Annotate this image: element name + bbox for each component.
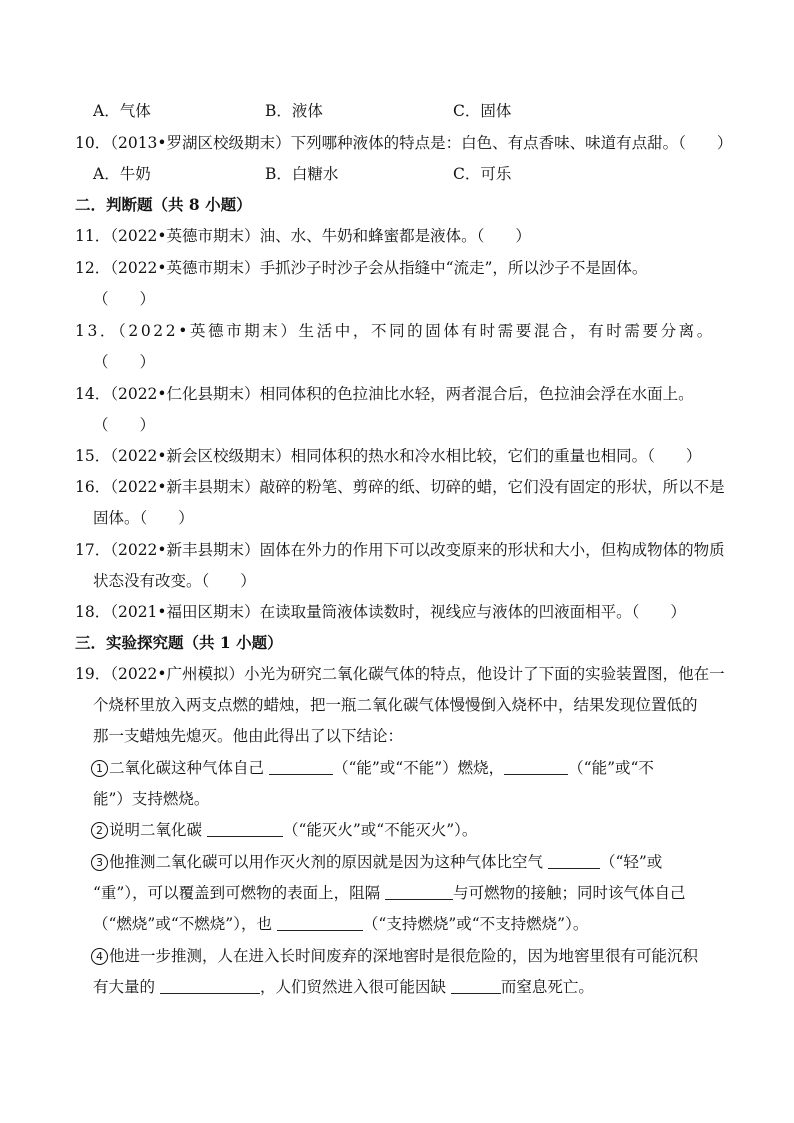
- circled-number-2: 2: [91, 822, 108, 839]
- answer-blank-3[interactable]: [207, 821, 283, 837]
- q19-sub1-line2: 能”）支持燃烧。: [93, 790, 210, 808]
- q9-options: [0, 101, 794, 121]
- q19-sub1-text-a: 二氧化碳这种气体自己: [109, 759, 265, 777]
- q9-option-a: A．气体: [93, 102, 151, 120]
- q10-option-b: B．白糖水: [265, 165, 339, 183]
- circled-number-4: 4: [91, 948, 108, 965]
- circled-number-3: 3: [91, 854, 108, 871]
- q19-sub3-text-b: （“轻”或: [599, 853, 663, 871]
- q10-option-c: C．可乐: [453, 165, 512, 183]
- q16-line1: 16．（2022•新丰县期末）敲碎的粉笔、剪碎的纸、切碎的蜡，它们没有固定的形状，所以不是: [75, 478, 725, 496]
- q19-sub3-line3: [93, 914, 588, 934]
- q9-option-b: B．液体: [265, 102, 323, 120]
- q14-answer-paren: （ ）: [93, 416, 156, 434]
- q13-line1: 13．（2022•英德市期末）生活中，不同的固体有时需要混合，有时需要分离。: [75, 322, 715, 340]
- q10-option-a: A．牛奶: [93, 165, 151, 183]
- q19-sub4-text-b: 有大量的: [93, 978, 156, 996]
- answer-blank-8[interactable]: [451, 978, 501, 994]
- q19-line3: 那一支蜡烛先熄灭。他由此得出了以下结论：: [93, 727, 404, 745]
- q19-line1: 19．（2022•广州模拟）小光为研究二氧化碳气体的特点，他设计了下面的实验装置图，他在一: [75, 665, 725, 683]
- q19-sub4-text-d: 而窒息死亡。: [500, 978, 594, 996]
- q19-sub4-line2: [93, 977, 594, 997]
- answer-blank-5[interactable]: [385, 884, 453, 900]
- q11: 11．（2022•英德市期末）油、水、牛奶和蜂蜜都是液体。（ ）: [75, 227, 531, 245]
- q19-sub3-text-f: （“支持燃烧”或“不支持燃烧”）。: [362, 915, 589, 933]
- q19-sub1-text-b: （“能”或“不能”）燃烧，: [332, 759, 505, 777]
- answer-blank-6[interactable]: [277, 915, 363, 931]
- q19-sub1-line1: [91, 758, 654, 778]
- q19-sub2-line: [91, 820, 477, 840]
- q19-sub3-line1: [91, 852, 662, 872]
- q19-sub3-text-c: “重”），可以覆盖到可燃物的表面上，阻隔: [93, 884, 381, 902]
- circled-number-1: 1: [91, 760, 108, 777]
- q19-sub3-text-d: 与可燃物的接触；同时该气体自己: [453, 884, 686, 902]
- q9-option-c: C．固体: [453, 102, 512, 120]
- answer-blank-1[interactable]: [269, 759, 333, 775]
- q16-line2: 固体。（ ）: [93, 509, 194, 527]
- q19-sub3-text-a: 他推测二氧化碳可以用作灭火剂的原因就是因为这种气体比空气: [109, 853, 544, 871]
- q19-sub2-text-a: 说明二氧化碳: [109, 821, 203, 839]
- q10-options: [0, 164, 794, 184]
- q19-sub1-text-c: （“能”或“不: [568, 759, 654, 777]
- q19-sub3-line2: [93, 883, 686, 903]
- q18: 18．（2021•福田区期末）在读取量筒液体读数时，视线应与液体的凹液面相平。（ ）: [75, 603, 686, 621]
- q10-stem: 10．（2013•罗湖区校级期末）下列哪种液体的特点是：白色、有点香味、味道有点甜。（ ）: [75, 134, 733, 152]
- q19-sub4-text-c: ，人们贸然进入很可能因缺: [259, 978, 446, 996]
- q19-sub2-text-b: （“能灭火”或“不能灭火”）。: [282, 821, 478, 839]
- q15: 15．（2022•新会区校级期末）相同体积的热水和冷水相比较，它们的重量也相同。（ ）: [75, 447, 702, 465]
- section-title-experiment: 三．实验探究题（共 1 小题）: [75, 633, 283, 652]
- q17-line2: 状态没有改变。（ ）: [93, 572, 256, 590]
- q14-line1: 14．（2022•仁化县期末）相同体积的色拉油比水轻，两者混合后，色拉油会浮在水面上。: [75, 385, 694, 403]
- q19-line2: 个烧杯里放入两支点燃的蜡烛，把一瓶二氧化碳气体慢慢倒入烧杯中，结果发现位置低的: [93, 696, 698, 714]
- q17-line1: 17．（2022•新丰县期末）固体在外力的作用下可以改变原来的形状和大小，但构成物体的物质: [75, 541, 725, 559]
- q12-line1: 12．（2022•英德市期末）手抓沙子时沙子会从指缝中“流走”，所以沙子不是固体。: [75, 259, 648, 277]
- q13-answer-paren: （ ）: [93, 353, 156, 371]
- section-title-judgment: 二．判断题（共 8 小题）: [75, 195, 252, 214]
- q19-sub4-line1: [91, 946, 698, 966]
- answer-blank-2[interactable]: [504, 759, 568, 775]
- q19-sub4-text-a: 他进一步推测，人在进入长时间废弃的深地窖时是很危险的，因为地窖里很有可能沉积: [109, 947, 699, 965]
- answer-blank-4[interactable]: [548, 853, 600, 869]
- q19-sub3-text-e: （“燃烧”或“不燃烧”），也: [93, 915, 272, 933]
- answer-blank-7[interactable]: [160, 978, 260, 994]
- q12-answer-paren: （ ）: [93, 290, 156, 308]
